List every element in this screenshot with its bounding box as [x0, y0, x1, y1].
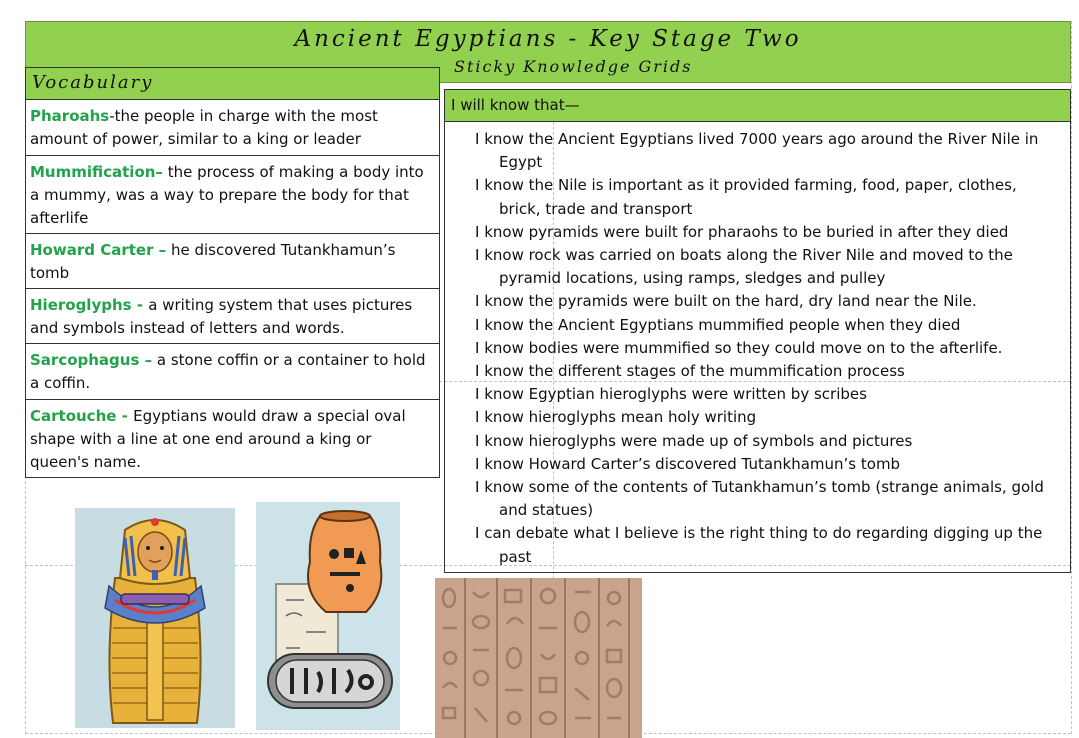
knowledge-item: I know bodies were mummified so they could move on to the afterlife.: [475, 338, 1003, 357]
vocabulary-item: [25, 344, 440, 400]
hieroglyph-stone-photo: [435, 578, 642, 738]
vocabulary-heading: Vocabulary: [25, 67, 440, 100]
vocabulary-term: Howard Carter –: [30, 241, 167, 259]
page-subtitle: Sticky Knowledge Grids: [454, 57, 693, 76]
knowledge-item: I know hieroglyphs mean holy writing: [475, 408, 757, 427]
vocabulary-definition: Egyptians would draw a special oval shape with a line at one end around a king or queen's name.: [30, 407, 406, 471]
vocabulary-item: [25, 289, 440, 344]
vocabulary-list: [25, 100, 440, 478]
page-title: Ancient Egyptians - Key Stage Two: [294, 26, 802, 52]
knowledge-item: I know the Ancient Egyptians mummified people when they died: [475, 315, 961, 334]
knowledge-item: I know the Nile is important as it provided farming, food, paper, clothes, brick, trade and transport: [475, 176, 1017, 218]
knowledge-heading: I will know that—: [444, 89, 1071, 122]
vocabulary-definition: a writing system that uses pictures and symbols instead of letters and words.: [30, 296, 413, 337]
knowledge-item: I know Howard Carter’s discovered Tutankhamun’s tomb: [475, 454, 901, 473]
knowledge-item: I know Egyptian hieroglyphs were written by scribes: [475, 385, 867, 404]
sarcophagus-illustration: [75, 508, 235, 728]
vocabulary-item: [25, 400, 440, 478]
vocabulary-term: Mummification–: [30, 163, 163, 181]
knowledge-item: I know the different stages of the mummification process: [475, 362, 905, 381]
vocabulary-item: [25, 156, 440, 234]
vocabulary-definition: a stone coffin or a container to hold a coffin.: [30, 351, 426, 392]
knowledge-item: I can debate what I believe is the right thing to do regarding digging up the past: [475, 524, 1043, 566]
vocabulary-item: [25, 234, 440, 289]
vocabulary-term: Sarcophagus –: [30, 351, 153, 369]
knowledge-item: I know rock was carried on boats along the River Nile and moved to the pyramid locations, using ramps, sledges and pulley: [475, 246, 1013, 288]
guide-line: [1071, 21, 1072, 734]
pot-scroll-cartouche-illustration: [256, 502, 400, 730]
vocabulary-definition: the process of making a body into a mummy, was a way to prepare the body for that afterlife: [30, 163, 424, 227]
knowledge-item: I know the Ancient Egyptians lived 7000 years ago around the River Nile in Egypt: [475, 130, 1039, 172]
vocabulary-term: Cartouche -: [30, 407, 134, 425]
vocabulary-term: Hieroglyphs -: [30, 296, 149, 314]
knowledge-item: I know the pyramids were built on the hard, dry land near the Nile.: [475, 292, 977, 311]
vocabulary-definition: -the people in charge with the most amount of power, similar to a king or leader: [30, 107, 378, 148]
vocabulary-definition: he discovered Tutankhamun’s tomb: [30, 241, 396, 282]
knowledge-list: [444, 122, 1071, 573]
vocabulary-item: [25, 100, 440, 156]
vocabulary-term: Pharoahs: [30, 107, 110, 125]
knowledge-item: I know some of the contents of Tutankhamun’s tomb (strange animals, gold and statues): [475, 478, 1044, 520]
knowledge-item: I know pyramids were built for pharaohs to be buried in after they died: [475, 222, 1009, 241]
knowledge-item: I know hieroglyphs were made up of symbols and pictures: [475, 431, 913, 450]
